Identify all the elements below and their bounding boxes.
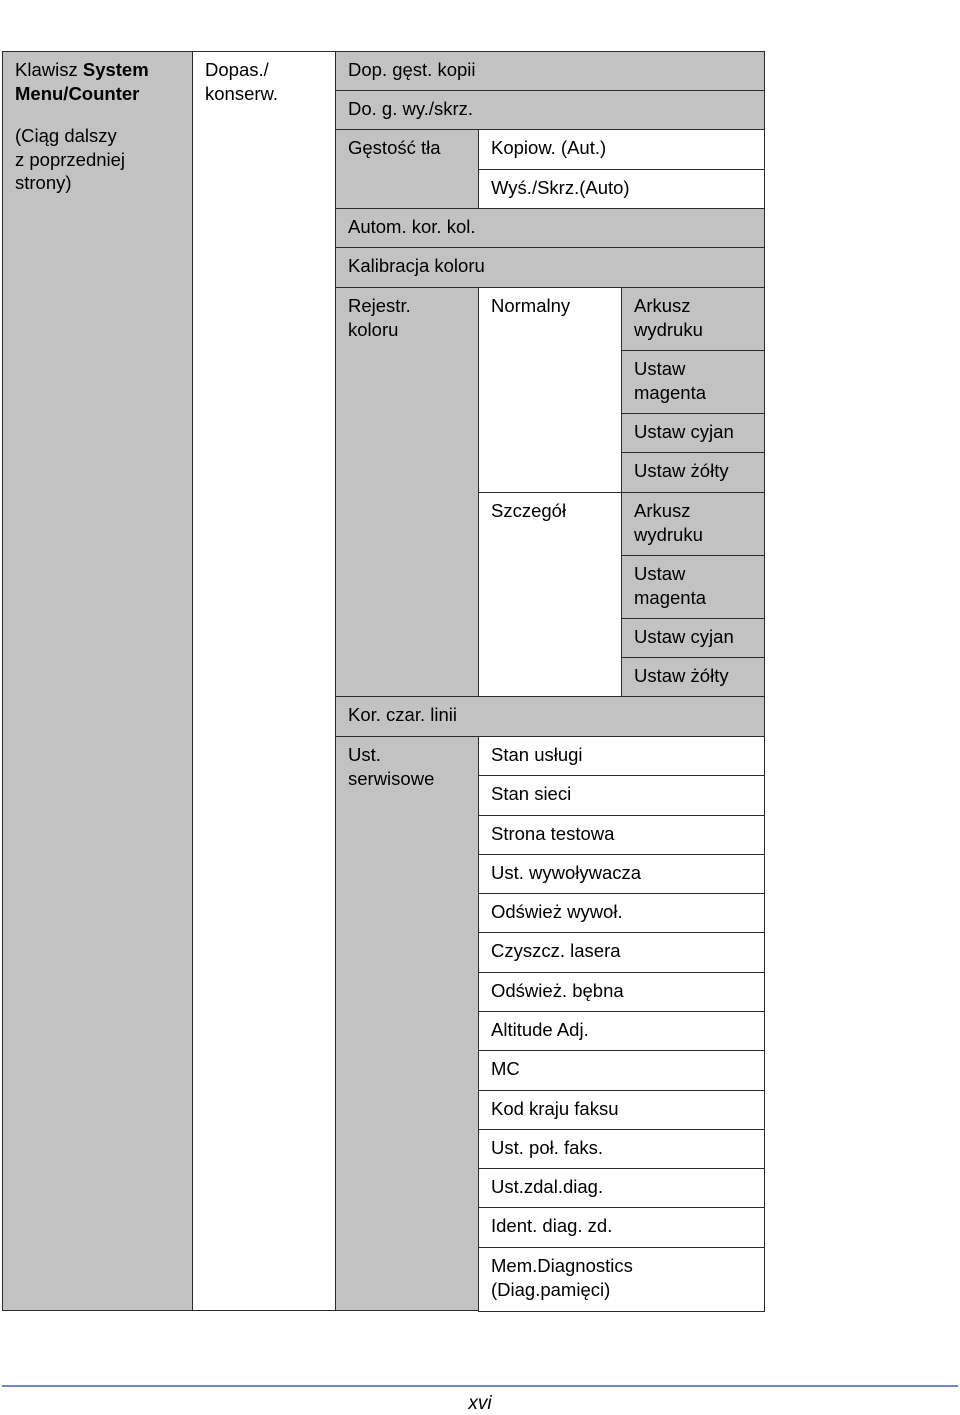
menu-node-label: Arkusz <box>634 295 691 316</box>
menu-node-label: magenta <box>634 586 706 608</box>
menu-node-rejestr-koloru <box>335 287 479 697</box>
menu-node-odswiez-wywol <box>478 893 765 933</box>
menu-node-label: Ustaw żółty <box>634 665 729 686</box>
menu-node-label: Ust. wywoływacza <box>491 862 642 883</box>
menu-node-label: Stan sieci <box>491 783 572 804</box>
menu-node-label: Ust. <box>348 744 381 765</box>
system-menu-counter-header <box>2 51 193 1311</box>
footer-rule <box>2 1385 958 1387</box>
menu-node-label: Odśwież wywoł. <box>491 901 623 922</box>
menu-node-label: Szczegół <box>491 500 567 521</box>
menu-node-label: Odśwież. bębna <box>491 980 624 1001</box>
menu-node-czyszcz-lasera <box>478 932 765 973</box>
menu-node-kalibracja-koloru <box>335 247 765 288</box>
menu-node-label: Stan usługi <box>491 744 583 765</box>
menu-node-label: Ustaw <box>634 358 686 379</box>
page-number: xvi <box>468 1393 492 1414</box>
menu-node-dopas-konserw <box>192 51 336 1311</box>
menu-node-odswiez-bebna <box>478 972 765 1012</box>
menu-node-label: Wyś./Skrz.(Auto) <box>491 177 630 198</box>
menu-node-arkusz-wydruku <box>621 287 765 351</box>
menu-node-label: serwisowe <box>348 767 435 789</box>
menu-node-label: MC <box>491 1058 520 1079</box>
menu-node-label: Ident. diag. zd. <box>491 1215 613 1236</box>
menu-node-label: Altitude Adj. <box>491 1019 589 1040</box>
menu-node-ust-zdal-diag <box>478 1168 765 1208</box>
menu-node-mem-diagnostics <box>478 1247 765 1312</box>
menu-node-label: Ustaw żółty <box>634 460 729 481</box>
menu-node-label: wydruku <box>634 318 703 340</box>
menu-node-ustaw-zolty <box>621 657 765 697</box>
menu-node-label: Ust. poł. faks. <box>491 1137 604 1158</box>
menu-node-gestosc-tla <box>335 129 479 209</box>
menu-node-kor-czar-linii <box>335 696 765 737</box>
menu-node-ustaw-magenta <box>621 555 765 619</box>
title-system: System <box>82 59 149 80</box>
dopas-label-line-1: Dopas./ <box>205 59 269 80</box>
menu-node-ust-wywolywacza <box>478 854 765 894</box>
menu-node-label: Ustaw <box>634 563 686 584</box>
menu-node-autom-kor-kol <box>335 208 765 248</box>
menu-node-label: Arkusz <box>634 500 691 521</box>
continued-line-3: strony) <box>15 172 72 193</box>
menu-node-ust-pol-faks <box>478 1129 765 1169</box>
menu-node-label: Kor. czar. linii <box>348 704 457 725</box>
menu-node-ust-serwisowe <box>335 736 479 1311</box>
menu-node-kopiow-aut <box>478 129 765 170</box>
menu-node-label: (Diag.pamięci) <box>491 1278 611 1300</box>
menu-node-label: Gęstość tła <box>348 137 441 158</box>
menu-node-label: Kod kraju faksu <box>491 1098 619 1119</box>
menu-node-ident-diag-zd <box>478 1207 765 1248</box>
menu-node-label: koloru <box>348 318 399 340</box>
menu-node-kod-kraju-faksu <box>478 1090 765 1130</box>
menu-node-label: Dop. gęst. kopii <box>348 59 476 80</box>
continued-line-1: (Ciąg dalszy <box>15 125 117 146</box>
menu-node-label: Do. g. wy./skrz. <box>348 98 474 119</box>
menu-node-label: Normalny <box>491 295 571 316</box>
menu-node-ustaw-zolty <box>621 452 765 493</box>
menu-node-label: Rejestr. <box>348 295 411 316</box>
menu-node-dop-gest-kopii <box>335 51 765 91</box>
menu-node-stan-sieci <box>478 775 765 816</box>
menu-node-label: magenta <box>634 381 706 403</box>
menu-node-label: Mem.Diagnostics <box>491 1255 633 1276</box>
continued-line-2: z poprzedniej <box>15 148 126 170</box>
menu-node-label: Autom. kor. kol. <box>348 216 476 237</box>
menu-node-ustaw-cyjan <box>621 618 765 658</box>
menu-node-szczegol <box>478 492 622 697</box>
menu-node-label: Ust.zdal.diag. <box>491 1176 604 1197</box>
menu-node-mc <box>478 1050 765 1091</box>
menu-node-label: Czyszcz. lasera <box>491 940 621 961</box>
menu-node-ustaw-magenta <box>621 350 765 414</box>
menu-node-stan-uslugi <box>478 736 765 776</box>
menu-node-normalny <box>478 287 622 493</box>
menu-node-strona-testowa <box>478 815 765 855</box>
title-prefix: Klawisz <box>15 59 83 80</box>
menu-node-altitude-adj <box>478 1011 765 1051</box>
menu-node-label: wydruku <box>634 523 703 545</box>
menu-node-label: Ustaw cyjan <box>634 421 734 442</box>
menu-node-label: Ustaw cyjan <box>634 626 734 647</box>
menu-node-label: Kopiow. (Aut.) <box>491 137 607 158</box>
menu-node-do-g-wy-skrz <box>335 90 765 130</box>
menu-node-wys-skrz-auto <box>478 169 765 209</box>
menu-node-arkusz-wydruku <box>621 492 765 556</box>
title-menu-counter: Menu/Counter <box>15 82 140 104</box>
menu-node-label: Strona testowa <box>491 823 615 844</box>
menu-node-label: Kalibracja koloru <box>348 255 485 276</box>
dopas-label-line-2: konserw. <box>205 82 279 104</box>
menu-node-ustaw-cyjan <box>621 413 765 453</box>
header-title <box>15 58 192 82</box>
